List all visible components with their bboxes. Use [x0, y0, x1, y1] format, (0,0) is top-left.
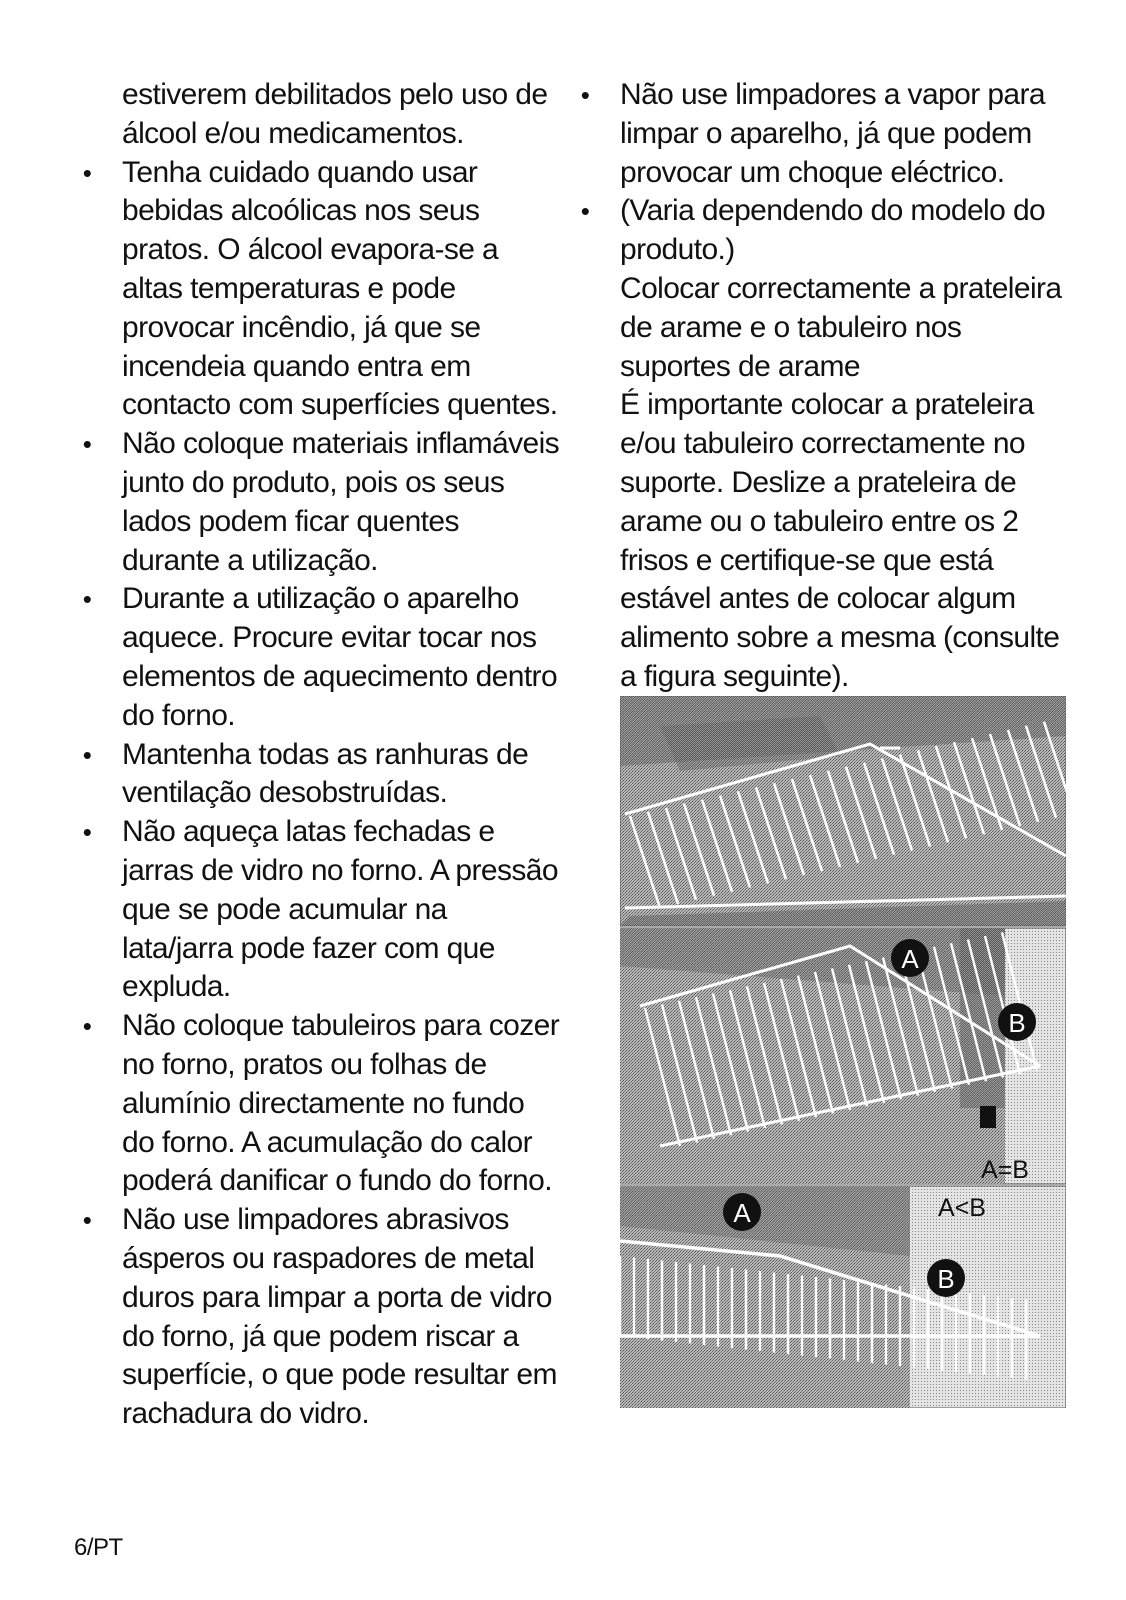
list-item: • Não use limpadores a vapor para limpar o aparelho, já que podem provocar um choque eléctrico. [572, 76, 1062, 192]
bullet-icon: • [82, 157, 92, 188]
bullet-icon: • [82, 1205, 92, 1236]
marker-b-label: B [1008, 1008, 1026, 1038]
model-note: (Varia dependendo do modelo do produto.) [620, 194, 1046, 267]
shelf-panel-middle [620, 928, 1066, 1184]
safety-list-left [74, 154, 560, 1434]
list-item [572, 192, 1062, 696]
marker-a-label: A [901, 944, 919, 974]
bullet-icon: • [82, 584, 92, 615]
list-item: • Tenha cuidado quando usar bebidas alcoólicas nos seus pratos. O álcool evapora-se a altas temperaturas e pode provocar incêndio, já que se incendeia quando entra em contacto com superfícies quentes. [74, 154, 560, 426]
less-label: A<B [938, 1194, 986, 1222]
list-item: • Não coloque materiais inflamáveis junto do produto, pois os seus lados podem ficar quentes durante a utilização. [74, 425, 560, 580]
bullet-icon: • [82, 429, 92, 460]
shelf-panel-top [620, 696, 1066, 926]
list-item: • Mantenha todas as ranhuras de ventilação desobstruídas. [74, 736, 560, 814]
shelf-heading: Colocar correctamente a prateleira de arame e o tabuleiro nos suportes de arame [620, 271, 1062, 383]
shelf-panel-bottom [620, 1186, 1066, 1408]
marker-a-label: A [733, 1198, 751, 1228]
wire-shelf-figure [620, 696, 1066, 1408]
bullet-icon: • [82, 817, 92, 848]
safety-list-right [572, 76, 1062, 697]
shelf-instructions: É importante colocar a prateleira e/ou tabuleiro correctamente no suporte. Deslize a prateleira de arame ou o tabuleiro entre os 2 frisos e certifique-se que está estável antes de colocar algum alimento sobre a mesma (consulte a figura seguinte). [620, 388, 1060, 693]
list-item: • Durante a utilização o aparelho aquece. Procure evitar tocar nos elementos de aquecimento dentro do forno. [74, 580, 560, 735]
marker-b-label: B [937, 1264, 955, 1294]
equal-label: A=B [981, 1156, 1029, 1184]
list-item: • Não coloque tabuleiros para cozer no forno, pratos ou folhas de alumínio directamente no fundo do forno. A acumulação do calor poderá danificar o fundo do forno. [74, 1007, 560, 1201]
continuation-text: estiverem debilitados pelo uso de álcool e/ou medicamentos. [122, 78, 548, 150]
left-column [74, 76, 560, 1434]
bullet-icon: • [580, 196, 590, 227]
bullet-icon: • [82, 1011, 92, 1042]
bullet-icon: • [82, 739, 92, 770]
page-number: 6/PT [74, 1534, 123, 1561]
list-item: • Não use limpadores abrasivos ásperos ou raspadores de metal duros para limpar a porta de vidro do forno, já que podem riscar a superfície, o que pode resultar em rachadura do vidro. [74, 1201, 560, 1434]
bullet-icon: • [580, 80, 590, 110]
right-column [572, 76, 1062, 697]
list-item: • Não aqueça latas fechadas e jarras de vidro no forno. A pressão que se pode acumular na lata/jarra pode fazer com que expluda. [74, 813, 560, 1007]
